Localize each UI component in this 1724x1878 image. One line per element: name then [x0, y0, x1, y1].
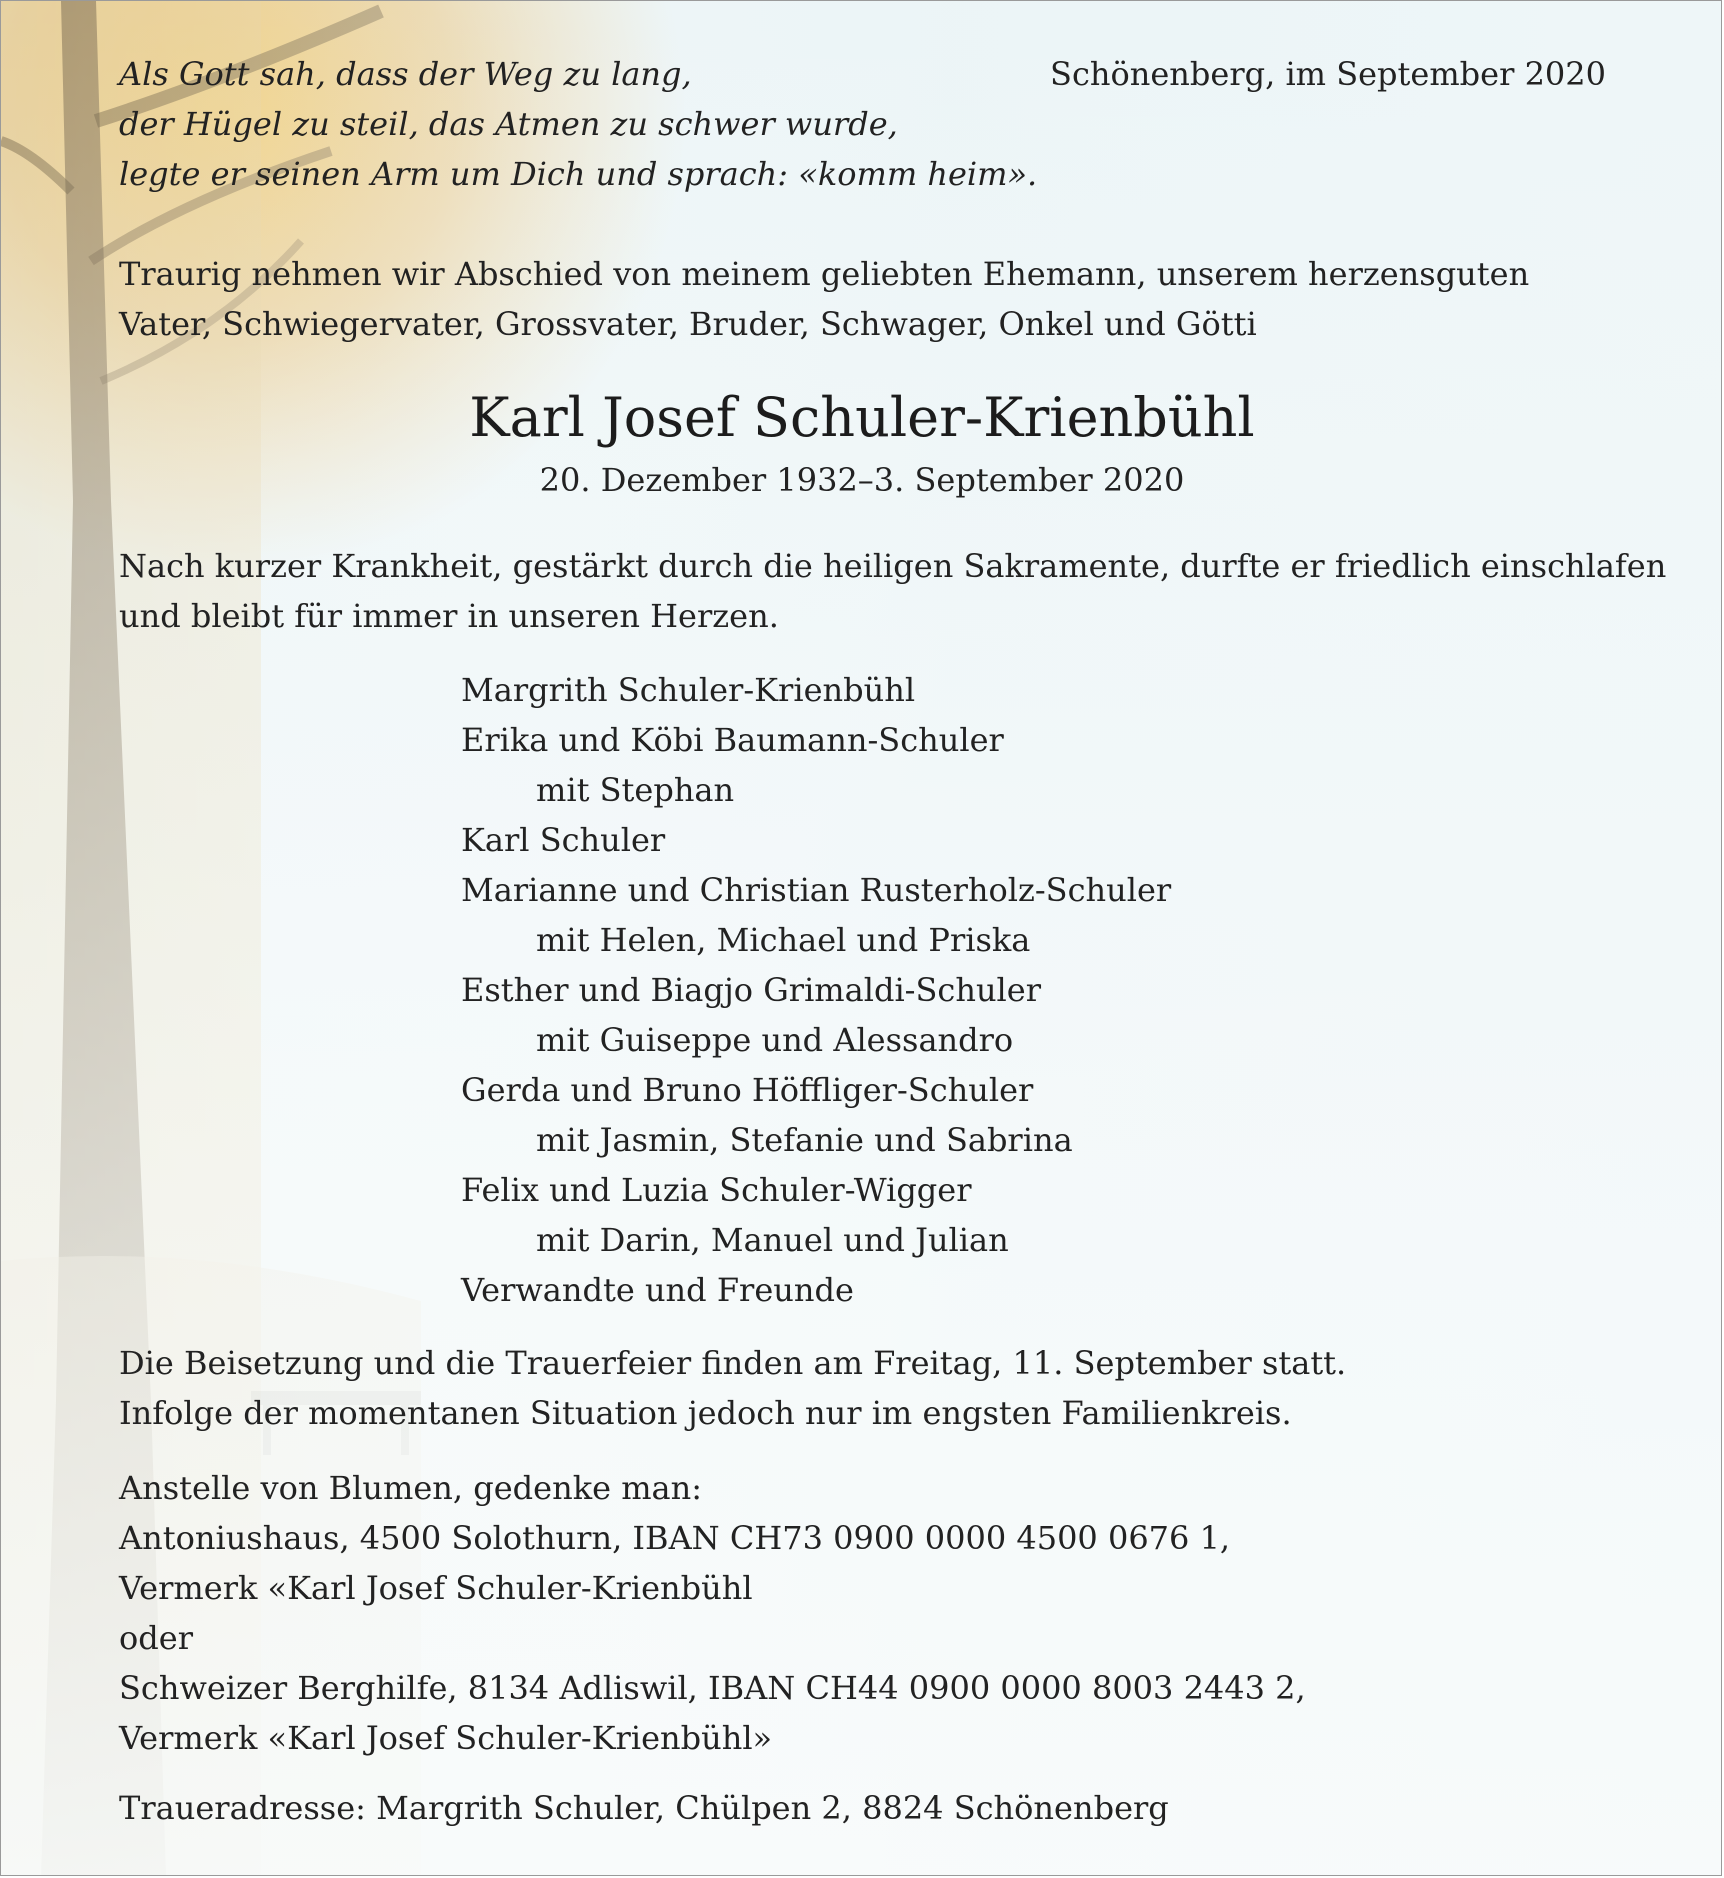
donation-line: Vermerk «Karl Josef Schuler-Krienbühl» — [119, 1719, 773, 1757]
mourner-line: mit Jasmin, Stefanie und Sabrina — [536, 1121, 1073, 1159]
mourner-line: Marianne und Christian Rusterholz-Schuler — [461, 871, 1172, 909]
motto-verse — [119, 49, 1037, 199]
motto-line: der Hügel zu steil, das Atmen zu schwer wurde, — [119, 105, 898, 143]
message-text — [119, 541, 1666, 641]
funeral-line: Die Beisetzung und die Trauerfeier finden am Freitag, 11. September statt. — [119, 1344, 1347, 1382]
mourner-line: Karl Schuler — [461, 821, 666, 859]
donation-line: Vermerk «Karl Josef Schuler-Krienbühl — [119, 1569, 753, 1607]
intro-line: Vater, Schwiegervater, Grossvater, Bruder, Schwager, Onkel und Götti — [119, 305, 1257, 343]
mourner-line: Esther und Biagjo Grimaldi-Schuler — [461, 971, 1042, 1009]
donation-line: oder — [119, 1619, 193, 1657]
donation-line: Antoniushaus, 4500 Solothurn, IBAN CH73 0900 0000 4500 0676 1, — [119, 1519, 1231, 1557]
mourner-line: Felix und Luzia Schuler-Wigger — [461, 1171, 972, 1209]
donation-info — [119, 1463, 1306, 1763]
motto-line: Als Gott sah, dass der Weg zu lang, — [119, 55, 692, 93]
mourner-line: Erika und Köbi Baumann-Schuler — [461, 721, 1004, 759]
place-date: Schönenberg, im September 2020 — [1050, 55, 1606, 93]
donation-line: Anstelle von Blumen, gedenke man: — [119, 1469, 702, 1507]
funeral-info — [119, 1338, 1346, 1438]
mourning-address: Traueradresse: Margrith Schuler, Chülpen 2, 8824 Schönenberg — [119, 1789, 1169, 1827]
mourner-line: Verwandte und Freunde — [461, 1271, 854, 1309]
donation-line: Schweizer Berghilfe, 8134 Adliswil, IBAN CH44 0900 0000 8003 2443 2, — [119, 1669, 1306, 1707]
intro-text — [119, 249, 1529, 349]
intro-line: Traurig nehmen wir Abschied von meinem geliebten Ehemann, unserem herzensguten — [119, 255, 1530, 293]
mourner-line: mit Helen, Michael und Priska — [536, 921, 1031, 959]
message-line: und bleibt für immer in unseren Herzen. — [119, 597, 779, 635]
deceased-name: Karl Josef Schuler-Krienbühl — [469, 386, 1255, 449]
mourner-line: Gerda und Bruno Höffliger-Schuler — [461, 1071, 1034, 1109]
funeral-line: Infolge der momentanen Situation jedoch nur im engsten Familienkreis. — [119, 1394, 1292, 1432]
life-dates: 20. Dezember 1932–3. September 2020 — [539, 461, 1185, 499]
mourner-line: Margrith Schuler-Krienbühl — [461, 671, 916, 709]
mourner-line: mit Stephan — [536, 771, 735, 809]
message-line: Nach kurzer Krankheit, gestärkt durch die heiligen Sakramente, durfte er friedlich einschlafen — [119, 547, 1667, 585]
mourner-line: mit Darin, Manuel und Julian — [536, 1221, 1009, 1259]
motto-line: legte er seinen Arm um Dich und sprach: «komm heim». — [119, 155, 1038, 193]
mourners-list — [461, 665, 1171, 1315]
mourner-line: mit Guiseppe und Alessandro — [536, 1021, 1014, 1059]
